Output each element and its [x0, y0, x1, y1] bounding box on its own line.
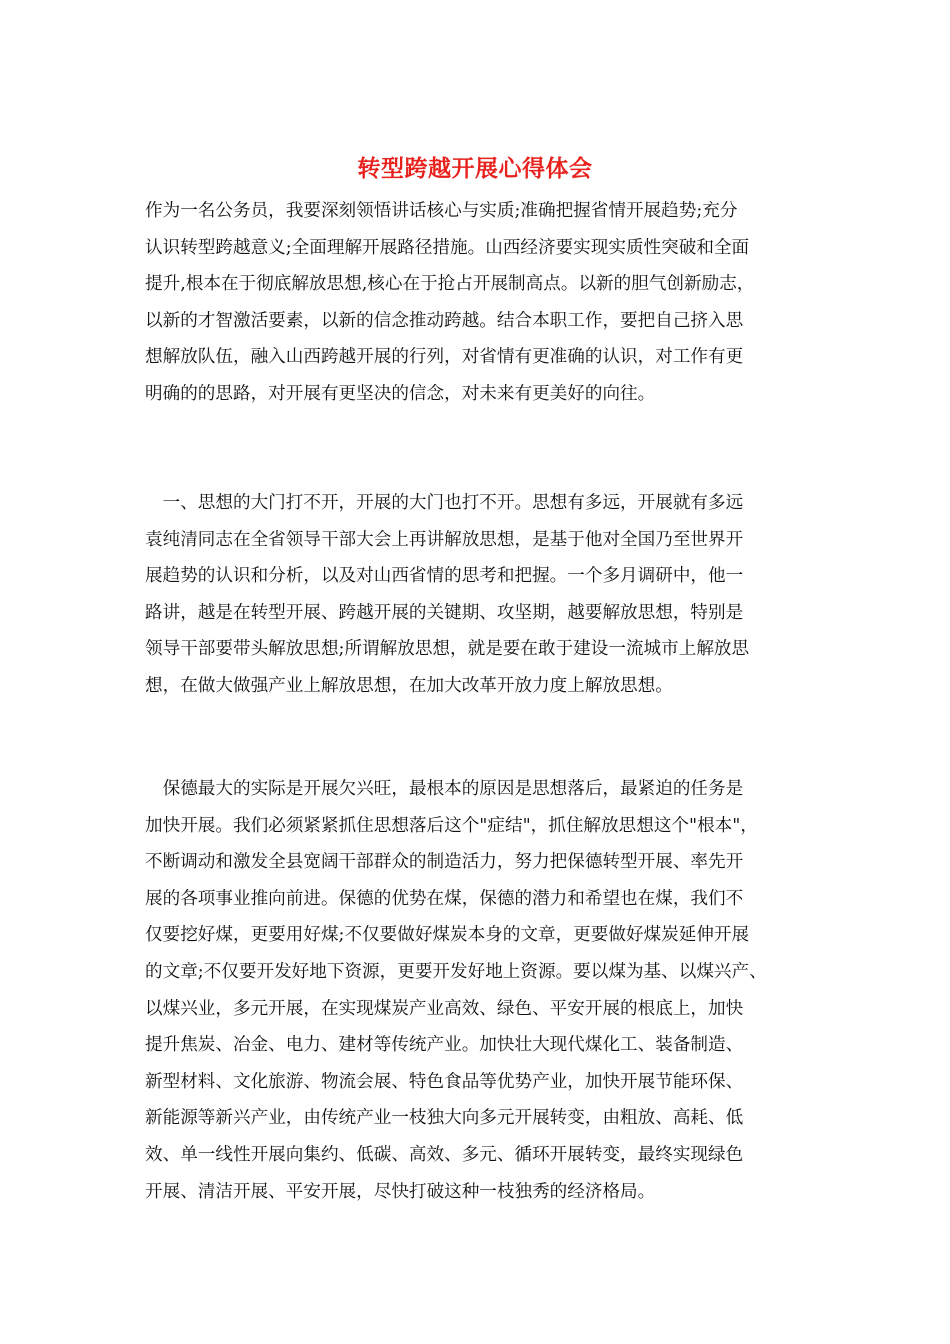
paragraph-line: 新能源等新兴产业，由传统产业一枝独大向多元开展转变，由粗放、高耗、低 [145, 1108, 744, 1129]
paragraph-line: 想解放队伍，融入山西跨越开展的行列，对省情有更准确的认识，对工作有更 [145, 347, 744, 368]
paragraph-line: 提升焦炭、冶金、电力、建材等传统产业。加快壮大现代煤化工、装备制造、 [145, 1035, 744, 1056]
paragraph-line: 领导干部要带头解放思想;所谓解放思想，就是要在敢于建设一流城市上解放思 [145, 639, 750, 660]
paragraph-line: 效、单一线性开展向集约、低碳、高效、多元、循环开展转变，最终实现绿色 [145, 1144, 744, 1165]
paragraph-intro [145, 193, 805, 413]
paragraph-line: 路讲，越是在转型开展、跨越开展的关键期、攻坚期，越要解放思想，特别是 [145, 602, 744, 623]
paragraph-line: 袁纯清同志在全省领导干部大会上再讲解放思想，是基于他对全国乃至世界开 [145, 529, 744, 550]
paragraph-line: 仅要挖好煤，更要用好煤;不仅要做好煤炭本身的文章，更要做好煤炭延伸开展 [145, 925, 750, 946]
paragraph-line: 明确的的思路，对开展有更坚决的信念，对未来有更美好的向往。 [145, 383, 656, 404]
paragraph-line: 提升,根本在于彻底解放思想,核心在于抢占开展制高点。以新的胆气创新励志， [145, 274, 755, 295]
paragraph-line: 保德最大的实际是开展欠兴旺，最根本的原因是思想落后，最紧迫的任务是 [145, 779, 744, 799]
paragraph-line: 加快开展。我们必须紧紧抓住思想落后这个"症结"，抓住解放思想这个"根本"， [145, 815, 758, 836]
paragraph-line: 不断调动和激发全县宽阔干部群众的制造活力，努力把保德转型开展、率先开 [145, 852, 744, 873]
paragraph-line: 开展、清洁开展、平安开展，尽快打破这种一枝独秀的经济格局。 [145, 1181, 656, 1202]
paragraph-line: 以新的才智激活要素，以新的信念推动跨越。结合本职工作，要把自己挤入思 [145, 310, 744, 331]
paragraph-line: 展的各项事业推向前进。保德的优势在煤，保德的潜力和希望也在煤，我们不 [145, 888, 744, 909]
paragraph-line: 新型材料、文化旅游、物流会展、特色食品等优势产业，加快开展节能环保、 [145, 1071, 744, 1092]
paragraph-line: 一、思想的大门打不开，开展的大门也打不开。思想有多远，开展就有多远 [145, 493, 744, 513]
paragraph-line: 作为一名公务员，我要深刻领悟讲话核心与实质;准确把握省情开展趋势;充分 [145, 201, 738, 221]
paragraph-section-one [145, 485, 805, 705]
paragraph-line: 展趋势的认识和分析，以及对山西省情的思考和把握。一个多月调研中，他一 [145, 566, 744, 587]
paragraph-line: 以煤兴业，多元开展，在实现煤炭产业高效、绿色、平安开展的根底上，加快 [145, 998, 744, 1019]
document-title: 转型跨越开展心得体会 [357, 155, 593, 182]
paragraph-baode [145, 771, 805, 1210]
paragraph-line: 想，在做大做强产业上解放思想，在加大改革开放力度上解放思想。 [145, 675, 673, 696]
paragraph-line: 认识转型跨越意义;全面理解开展路径措施。山西经济要实现实质性突破和全面 [145, 237, 750, 258]
paragraph-line: 的文章;不仅要开发好地下资源，更要开发好地上资源。要以煤为基、以煤兴产、 [145, 961, 767, 982]
